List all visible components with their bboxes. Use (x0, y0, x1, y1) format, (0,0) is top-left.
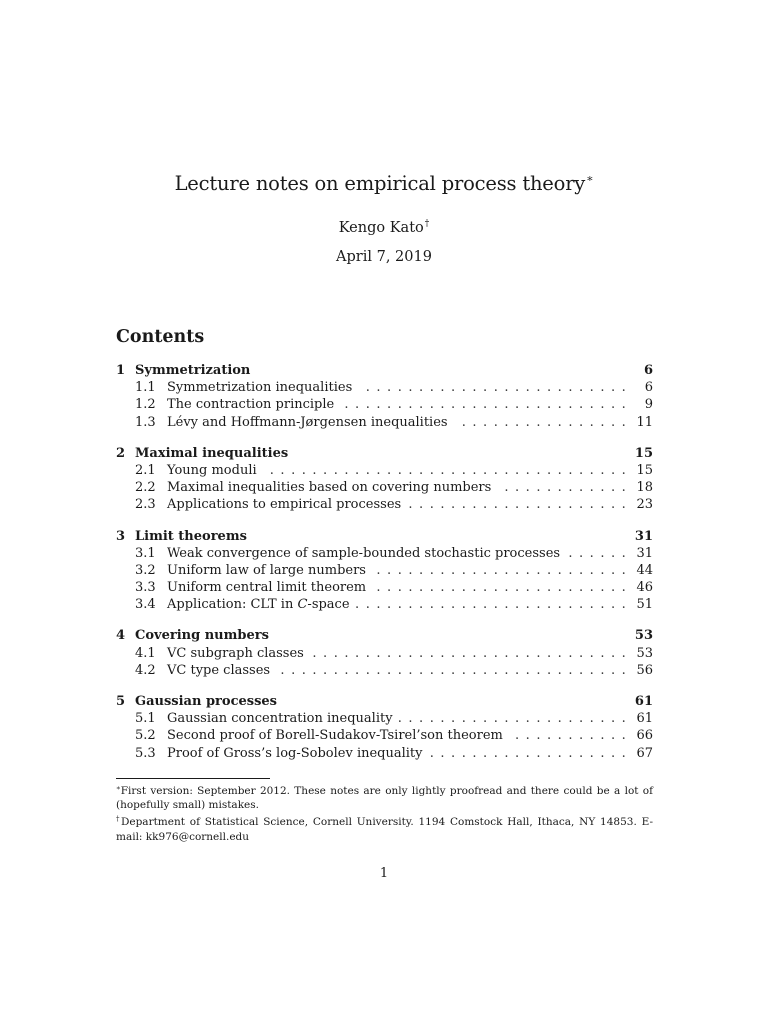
subsection-title: Gaussian concentration inequality (167, 711, 393, 727)
author-name: Kengo Kato (338, 220, 424, 236)
dot-leader (358, 379, 627, 396)
subsection-page-number: 11 (636, 414, 653, 430)
toc-section-entry[interactable] (116, 693, 653, 710)
dot-leader (429, 745, 628, 762)
subsection-title: Symmetrization inequalities (167, 380, 353, 396)
toc-subsection-entry[interactable] (116, 562, 653, 579)
footnote-first-version (116, 781, 653, 812)
subsection-page-number: 51 (636, 597, 653, 613)
toc-section-entry[interactable] (116, 362, 653, 379)
subsection-title-part: -space (307, 597, 350, 613)
subsection-number: 2.2 (135, 480, 156, 496)
toc-subsection-entry[interactable] (116, 462, 653, 479)
subsection-page-number: 53 (636, 645, 653, 661)
dot-leader (372, 579, 627, 596)
toc-subsection-entry[interactable] (116, 545, 653, 562)
toc-section-entry[interactable] (116, 528, 653, 545)
footnote-text: Department of Statistical Science, Cornell University. 1194 Comstock Hall, Ithaca, NY 14853. E-mail: kk976@cornell.edu (116, 816, 653, 843)
footnote-mark: † (116, 815, 121, 824)
subsection-title: Lévy and Hoffmann-Jørgensen inequalities (167, 414, 448, 430)
subsection-title: Maximal inequalities based on covering numbers (167, 480, 492, 496)
subsection-title: Proof of Gross’s log-Sobolev inequality (167, 745, 423, 761)
subsection-number: 1.1 (135, 380, 156, 396)
toc-subsection-entry[interactable] (116, 662, 653, 679)
toc-subsection-entry[interactable] (116, 414, 653, 431)
subsection-title: Applications to empirical processes (167, 497, 402, 513)
subsection-number: 3.2 (135, 562, 156, 578)
subsection-page-number: 6 (644, 380, 653, 396)
subsection-page-number: 46 (636, 580, 653, 596)
subsection-title: Second proof of Borell-Sudakov-Tsirel’son theorem (167, 728, 503, 744)
section-page-number: 31 (634, 528, 653, 544)
section-number: 5 (116, 694, 126, 709)
toc-subsection-entry[interactable] (116, 645, 653, 662)
section-page-number: 61 (634, 694, 653, 709)
toc-section (116, 445, 653, 514)
author-line (0, 219, 768, 236)
toc-section (116, 362, 653, 431)
toc-section (116, 627, 653, 679)
subsection-page-number: 44 (636, 562, 653, 578)
subsection-page-number: 15 (636, 462, 653, 478)
toc-subsection-entry[interactable] (116, 710, 653, 727)
subsection-number: 2.3 (135, 497, 156, 513)
dot-leader (356, 596, 627, 613)
subsection-page-number: 18 (636, 480, 653, 496)
dot-leader (276, 662, 627, 679)
section-number: 3 (116, 528, 126, 544)
author-footnote-mark: † (424, 219, 430, 229)
paper-date: April 7, 2019 (336, 249, 432, 265)
subsection-number: 3.3 (135, 580, 156, 596)
footnote-mark: ∗ (116, 784, 121, 792)
toc-subsection-entry[interactable] (116, 379, 653, 396)
section-title: Limit theorems (135, 528, 247, 544)
subsection-page-number: 61 (636, 711, 653, 727)
toc-subsection-entry[interactable] (116, 727, 653, 744)
section-page-number: 53 (634, 628, 653, 644)
section-page-number: 15 (634, 445, 653, 461)
toc-section (116, 528, 653, 614)
subsection-title: The contraction principle (167, 397, 335, 413)
page-number: 1 (379, 866, 389, 881)
footnotes (116, 781, 653, 844)
section-title: Gaussian processes (135, 694, 277, 709)
dot-leader (407, 496, 627, 513)
subsection-number: 5.3 (135, 745, 156, 761)
dot-leader (340, 396, 627, 413)
section-page-number: 6 (643, 363, 653, 378)
title-footnote-mark: ∗ (586, 172, 594, 185)
footnote-rule (116, 778, 270, 779)
toc-subsection-entry[interactable] (116, 396, 653, 413)
subsection-title-math: C (297, 597, 308, 613)
subsection-title: Uniform law of large numbers (167, 562, 366, 578)
section-title: Symmetrization (135, 363, 251, 378)
subsection-number: 5.2 (135, 728, 156, 744)
contents-heading: Contents (116, 327, 205, 347)
dot-leader (566, 545, 627, 562)
toc-section-entry[interactable] (116, 627, 653, 644)
subsection-title: Weak convergence of sample-bounded stochastic processes (167, 545, 561, 561)
toc-subsection-entry[interactable] (116, 496, 653, 513)
paper-title (0, 172, 768, 195)
dot-leader (263, 462, 627, 479)
subsection-page-number: 31 (636, 545, 653, 561)
section-title: Maximal inequalities (135, 445, 289, 461)
subsection-title: VC subgraph classes (167, 645, 304, 661)
dot-leader (509, 727, 627, 744)
subsection-page-number: 67 (636, 745, 653, 761)
section-number: 4 (116, 628, 126, 644)
section-title: Covering numbers (135, 628, 269, 644)
dot-leader (454, 414, 627, 431)
subsection-number: 1.3 (135, 414, 156, 430)
dot-leader (399, 710, 627, 727)
subsection-number: 3.4 (135, 597, 156, 613)
subsection-page-number: 56 (636, 662, 653, 678)
table-of-contents (116, 362, 653, 776)
subsection-number: 2.1 (135, 462, 156, 478)
subsection-page-number: 66 (636, 728, 653, 744)
subsection-title: Young moduli (167, 462, 257, 478)
subsection-page-number: 23 (636, 497, 653, 513)
dot-leader (497, 479, 627, 496)
subsection-number: 3.1 (135, 545, 156, 561)
toc-subsection-entry[interactable] (116, 596, 653, 613)
toc-section (116, 693, 653, 762)
subsection-number: 1.2 (135, 397, 156, 413)
subsection-title: Uniform central limit theorem (167, 580, 367, 596)
dot-leader (310, 645, 627, 662)
toc-section-entry[interactable] (116, 445, 653, 462)
subsection-title (167, 596, 356, 613)
toc-subsection-entry[interactable] (116, 745, 653, 762)
toc-subsection-entry[interactable] (116, 579, 653, 596)
paper-title-text: Lecture notes on empirical process theory (174, 172, 586, 195)
subsection-title-part: Application: CLT in (167, 597, 298, 613)
subsection-page-number: 9 (644, 397, 653, 413)
section-number: 2 (116, 445, 126, 461)
toc-subsection-entry[interactable] (116, 479, 653, 496)
subsection-number: 4.1 (135, 645, 156, 661)
subsection-title: VC type classes (167, 662, 271, 678)
subsection-number: 5.1 (135, 711, 156, 727)
footnote-affiliation (116, 812, 653, 843)
section-number: 1 (116, 363, 126, 378)
dot-leader (372, 562, 627, 579)
subsection-number: 4.2 (135, 662, 156, 678)
footnote-text: First version: September 2012. These notes are only lightly proofread and there could be a lot of (hopefully small) mistakes. (116, 785, 653, 812)
